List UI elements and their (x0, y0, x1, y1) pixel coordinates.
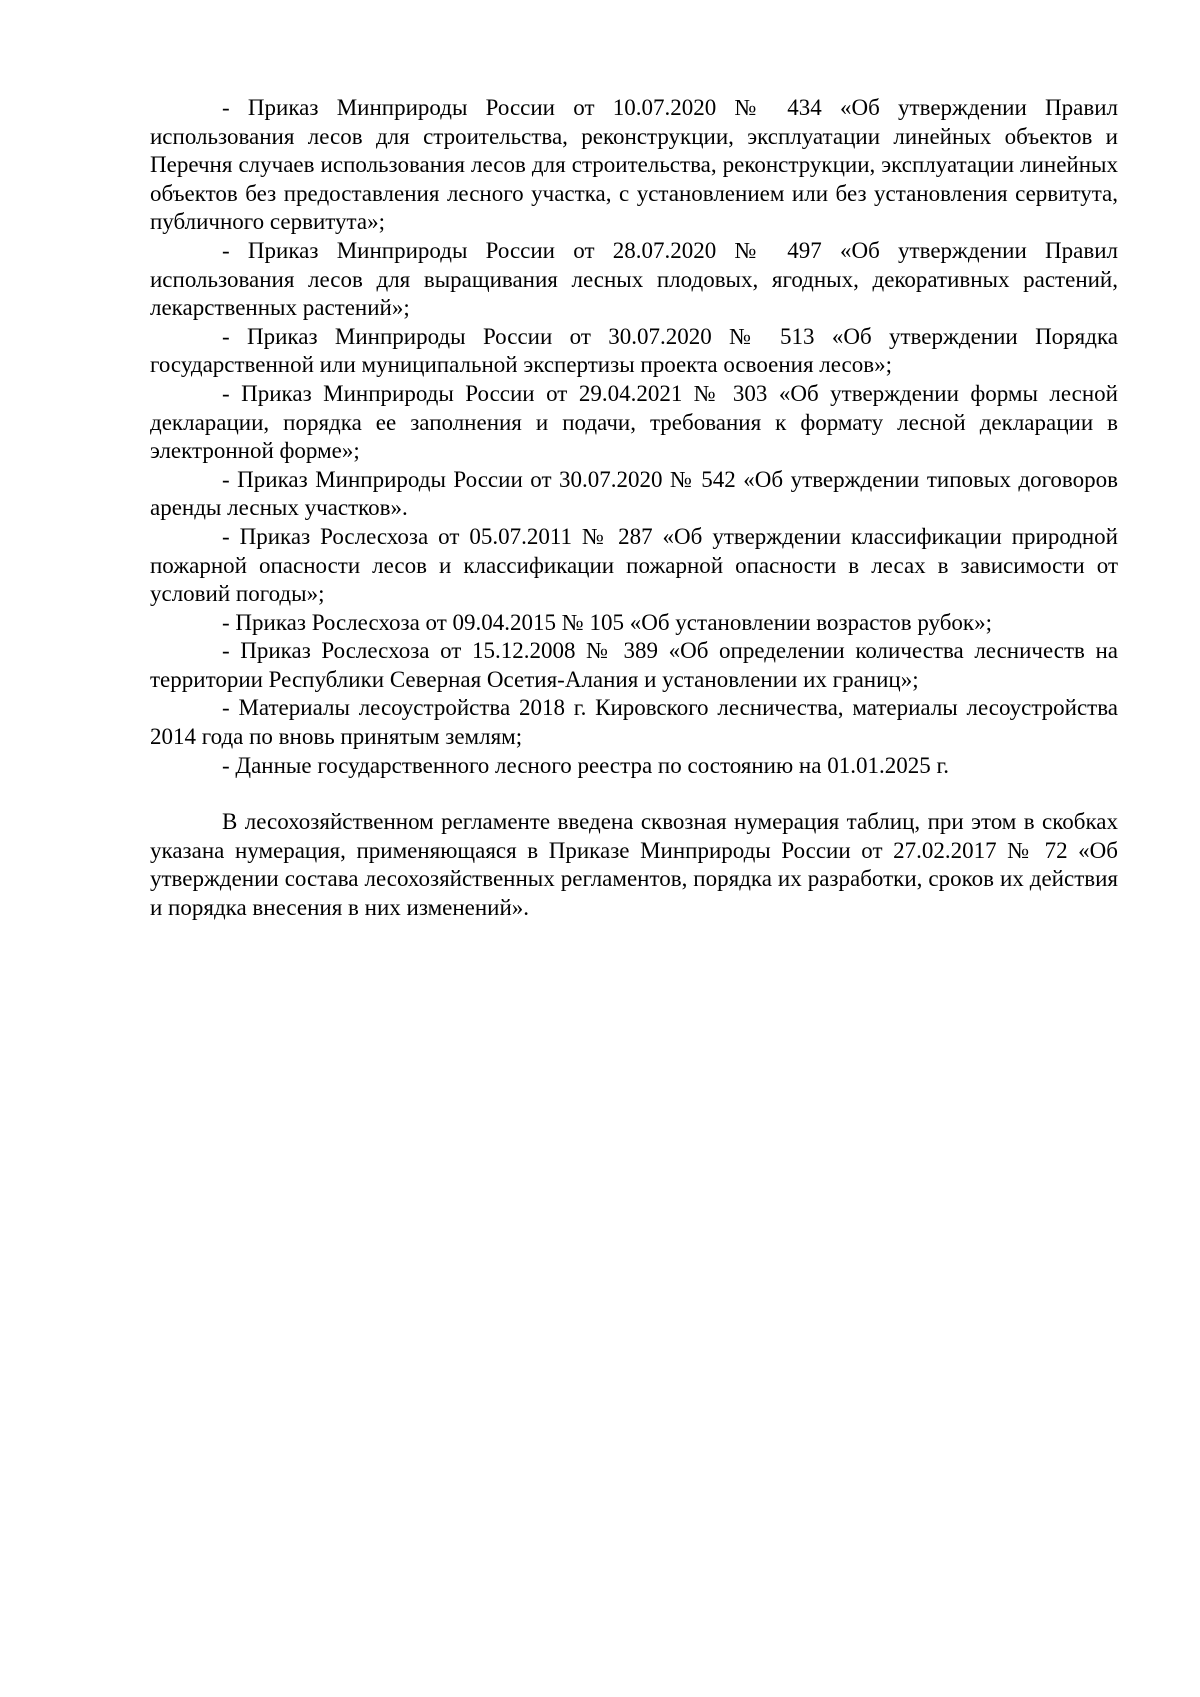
source-item: - Приказ Минприроды России от 28.07.2020 № 497 «Об утверждении Правил использования лесов для выращивания лесных плодовых, ягодных, декоративных растений, лекарственных растений»; (150, 237, 1118, 321)
closing-paragraph: В лесохозяйственном регламенте введена сквозная нумерация таблиц, при этом в скобках указана нумерация, применяющаяся в Приказе Минприроды России от 27.02.2017 № 72 «Об утверждении состава лесохозяйственных регламентов, порядка их разработки, сроков их действия и порядка внесения в них изменений». (150, 809, 1118, 921)
document-page (150, 94, 1118, 923)
source-item: - Приказ Минприроды России от 30.07.2020 № 513 «Об утверждении Порядка государственной или муниципальной экспертизы проекта освоения лесов»; (150, 323, 1118, 378)
sources-list (150, 94, 1118, 780)
source-item: - Материалы лесоустройства 2018 г. Кировского лесничества, материалы лесоустройства 2014 года по вновь принятым землям; (150, 695, 1118, 750)
source-item: - Приказ Рослесхоза от 05.07.2011 № 287 «Об утверждении классификации природной пожарной опасности лесов и классификации пожарной опасности в лесах в зависимости от условий погоды»; (150, 523, 1118, 607)
source-item: - Приказ Рослесхоза от 09.04.2015 № 105 «Об установлении возрастов рубок»; (222, 609, 992, 635)
source-item: - Приказ Минприроды России от 29.04.2021 № 303 «Об утверждении формы лесной декларации, порядка ее заполнения и подачи, требования к формату лесной декларации в электронной форме»; (150, 380, 1118, 464)
source-item: - Приказ Рослесхоза от 15.12.2008 № 389 «Об определении количества лесничеств на территории Республики Северная Осетия-Алания и установлении их границ»; (150, 638, 1118, 692)
source-item: - Приказ Минприроды России от 30.07.2020 № 542 «Об утверждении типовых договоров аренды лесных участков». (150, 466, 1118, 521)
source-item: - Данные государственного лесного реестра по состоянию на 01.01.2025 г. (222, 752, 950, 778)
source-item: - Приказ Минприроды России от 10.07.2020 № 434 «Об утверждении Правил использования лесов для строительства, реконструкции, эксплуатации линейных объектов и Перечня случаев использования лесов для строительства, реконструкции, эксплуатации линейных объектов без предоставления лесного участка, с установлением или без установления сервитута, публичного сервитута»; (150, 95, 1118, 235)
